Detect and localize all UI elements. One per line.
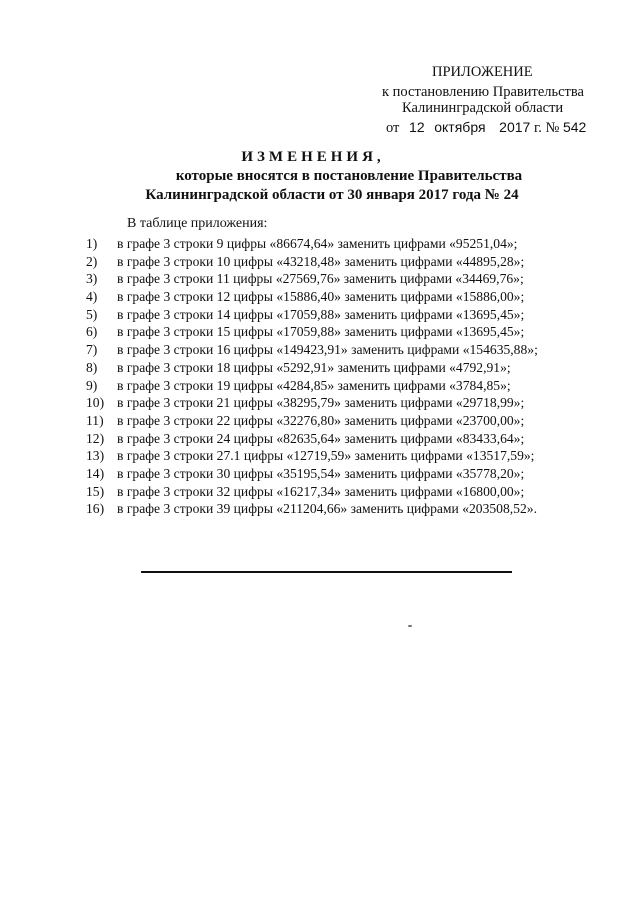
appendix-date-line <box>386 117 586 138</box>
list-item <box>86 377 538 395</box>
list-item-number: 12) <box>86 430 105 446</box>
list-item-text: в графе 3 строки 14 цифры «17059,88» заменить цифрами «13695,45»; <box>117 306 525 322</box>
date-prefix: от <box>386 120 400 136</box>
list-item-text: в графе 3 строки 39 цифры «211204,66» заменить цифрами «203508,52». <box>117 501 537 517</box>
list-item-text: в графе 3 строки 12 цифры «15886,40» заменить цифрами «15886,00»; <box>117 289 525 305</box>
list-item <box>86 270 538 288</box>
list-item-number: 11) <box>86 412 104 428</box>
list-item-number: 8) <box>86 359 98 375</box>
list-item <box>86 253 538 271</box>
resolution-number: 542 <box>562 119 587 135</box>
scan-speck <box>408 625 412 627</box>
list-item <box>86 341 538 359</box>
list-item <box>86 500 538 518</box>
changes-list <box>86 235 538 518</box>
heading-subtitle-line2: Калининградской области от 30 января 2017 года № 24 <box>145 187 519 203</box>
list-item <box>86 288 538 306</box>
list-item-text: в графе 3 строки 9 цифры «86674,64» заменить цифрами «95251,04»; <box>117 236 518 251</box>
list-item-text: в графе 3 строки 27.1 цифры «12719,59» заменить цифрами «13517,59»; <box>117 448 535 464</box>
list-item-text: в графе 3 строки 16 цифры «149423,91» заменить цифрами «154635,88»; <box>117 342 538 358</box>
list-item-text: в графе 3 строки 11 цифры «27569,76» заменить цифрами «34469,76»; <box>117 271 524 287</box>
heading-subtitle-line1: которые вносятся в постановление Правительства <box>175 168 523 184</box>
appendix-title: ПРИЛОЖЕНИЕ <box>432 64 533 80</box>
closing-divider <box>141 571 512 573</box>
list-item-text: в графе 3 строки 15 цифры «17059,88» заменить цифрами «13695,45»; <box>117 324 525 340</box>
list-item <box>86 447 538 465</box>
appendix-line-region: Калининградской области <box>402 100 564 116</box>
intro-text: В таблице приложения: <box>127 216 268 231</box>
list-item-text: в графе 3 строки 21 цифры «38295,79» заменить цифрами «29718,99»; <box>117 395 525 411</box>
list-item-number: 5) <box>86 306 98 322</box>
list-item <box>86 412 538 430</box>
list-item <box>86 465 538 483</box>
list-item <box>86 359 538 377</box>
list-item-number: 10) <box>86 395 105 411</box>
list-item-text: в графе 3 строки 32 цифры «16217,34» заменить цифрами «16800,00»; <box>117 483 525 499</box>
list-item <box>86 430 538 448</box>
list-item-number: 14) <box>86 465 105 481</box>
list-item <box>86 323 538 341</box>
list-item <box>86 306 538 324</box>
date-year: 2017 <box>499 119 531 135</box>
list-item-text: в графе 3 строки 30 цифры «35195,54» заменить цифрами «35778,20»; <box>117 465 525 481</box>
date-year-suffix: г. № <box>533 120 560 136</box>
list-item-number: 16) <box>86 501 105 517</box>
list-item-text: в графе 3 строки 24 цифры «82635,64» заменить цифрами «83433,64»; <box>117 430 525 446</box>
list-item-number: 7) <box>86 342 98 358</box>
date-day: 12 <box>409 119 425 135</box>
list-item-number: 13) <box>86 448 105 464</box>
document-heading <box>0 148 640 205</box>
list-item-number: 9) <box>86 377 98 393</box>
list-item-number: 15) <box>86 483 105 499</box>
list-item-number: 4) <box>86 289 98 305</box>
heading-title: ИЗМЕНЕНИЯ, <box>241 149 385 165</box>
appendix-line-resolution: к постановлению Правительства <box>382 84 584 100</box>
list-item <box>86 483 538 501</box>
list-item-text: в графе 3 строки 18 цифры «5292,91» заменить цифрами «4792,91»; <box>117 359 511 375</box>
date-month: октября <box>434 119 486 135</box>
list-item-text: в графе 3 строки 19 цифры «4284,85» заменить цифрами «3784,85»; <box>117 377 511 393</box>
list-item-number: 3) <box>86 271 98 287</box>
list-item-text: в графе 3 строки 22 цифры «32276,80» заменить цифрами «23700,00»; <box>117 412 525 428</box>
list-item <box>86 235 538 253</box>
list-item-number: 2) <box>86 253 98 269</box>
list-item-number: 1) <box>86 236 98 251</box>
list-item-text: в графе 3 строки 10 цифры «43218,48» заменить цифрами «44895,28»; <box>117 253 525 269</box>
list-item-number: 6) <box>86 324 98 340</box>
list-item <box>86 394 538 412</box>
